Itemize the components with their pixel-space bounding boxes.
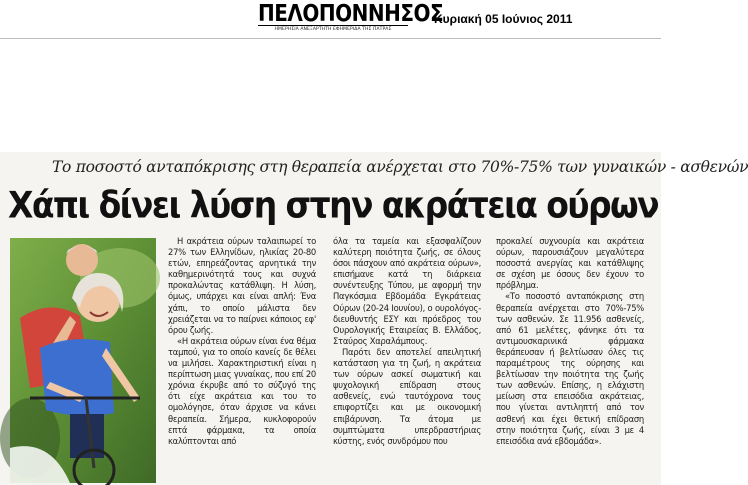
newspaper-logo (258, 0, 444, 36)
paragraph: «Το ποσοστό ανταπόκρισης στη θεραπεία ανέρχεται στο 70%-75% των ασθενών. Σε 11.956 ασθενείς, από 61 μελέτες, φάνηκε ότι τα αντιμουσκαρινικά φάρμακα θεράπευσαν ή βελτίωσαν όλες τις παραμέτρους της ούρησης και βελτίωσαν την ποιότητα της ζωής των ασθενών. Επίσης, η ελάχιστη μείωση στα επεισόδια ακράτειας, που γίνεται αντιληπτή από τον ασθενή και έχει θετική επίδραση στην ποιότητα ζωής, είναι 3 με 4 επεισόδια ανά εβδομάδα». (496, 291, 644, 446)
paragraph: όλα τα ταμεία και εξασφαλίζουν καλύτερη ποιότητα ζωής, σε όλους όσοι πάσχουν από ακράτεια ούρων», επισήμανε κατά τη διάρκεια συνέντευξης Τύπου, με αφορμή την Παγκόσμια Εβδομάδα Εγκράτειας Ούρων (20-24 Ιουνίου), ο ουρολόγος-διευθυντής ΕΣΥ και πρόεδρος του Ουρολογικής Εταιρείας Β. Ελλάδος, Σταύρος Χαραλάμπους. (333, 236, 481, 346)
paragraph: προκαλεί συχνουρία και ακράτεια ούρων, παρουσιάζουν μεγαλύτερα ποσοστά ανεργίας και κατάθλιψης σε σχέση με όσους δεν έχουν το πρόβλημα. (496, 236, 644, 291)
publication-date: Κυριακή 05 Ιούνιος 2011 (434, 12, 573, 26)
article-column-2 (333, 236, 481, 447)
article-column-3 (496, 236, 644, 447)
couple-on-bicycle-illustration (10, 238, 156, 483)
newspaper-tagline: ΗΜΕΡΗΣΙΑ ΑΝΕΞΑΡΤΗΤΗ ΕΦΗΜΕΡΙΔΑ ΤΗΣ ΠΑΤΡΑΣ (258, 25, 408, 33)
newspaper-name: ΠΕΛΟΠΟΝΝΗΣΟΣ (258, 0, 444, 27)
paragraph: Παρότι δεν αποτελεί απειλητική κατάσταση για τη ζωή, η ακράτεια των ούρων ασκεί σωματική και ψυχολογική επίδραση στους ασθενείς, ενώ ταυτόχρονα τους επιφορτίζει και με οικονομική επιβάρυνση. Τα άτομα με συμπτώματα υπερδραστήριας κύστης, ενός συνδρόμου που (333, 346, 481, 446)
paragraph: «Η ακράτεια ούρων είναι ένα θέμα ταμπού, για το οποίο κανείς δε θέλει να μιλήσει. Χαρακτηριστική είναι η περίπτωση μιας γυναίκας, που επί 20 χρόνια έκρυβε από το σύζυγό της ότι είχε ακράτεια και του το ομολόγησε, όταν άρχισε να κάνει θεραπεία. Σήμερα, κυκλοφορούν επτά φάρμακα, τα οποία καλύπτονται από (168, 335, 316, 446)
article-column-1 (168, 236, 316, 447)
article-headline: Χάπι δίνει λύση στην ακράτεια ούρων (8, 183, 658, 227)
paragraph: Η ακράτεια ούρων ταλαιπωρεί το 27% των Ελληνίδων, ηλικίας 20-80 ετών, επηρεάζοντας αρνητικά την καθημερινότητά τους και συχνά προκαλώντας κατάθλιψη. Η λύση, όμως, υπάρχει και είναι απλή: Ένα χάπι, το οποίο μάλιστα δεν χρειάζεται να το παίρνει κάποιος εφ' όρου ζωής. (168, 236, 316, 335)
article-subtitle: Το ποσοστό ανταπόκρισης στη θεραπεία ανέρχεται στο 70%-75% των γυναικών - ασθενών (52, 158, 748, 176)
article-photo (10, 238, 156, 483)
masthead (0, 0, 661, 39)
